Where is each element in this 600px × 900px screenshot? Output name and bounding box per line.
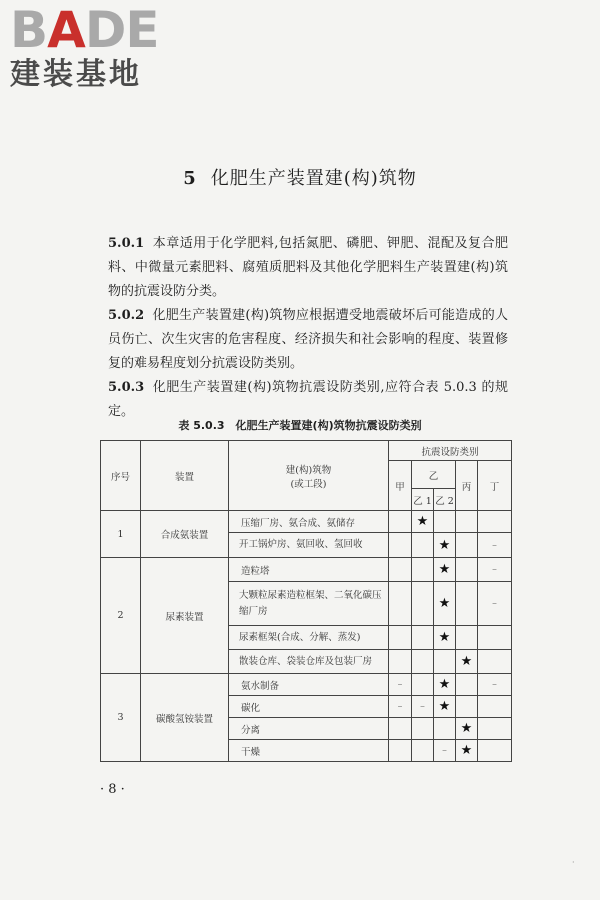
category-cell: – [389, 696, 412, 718]
category-cell: – [478, 558, 512, 582]
header-yi1: 乙 1 [412, 489, 434, 511]
chapter-title-text: 化肥生产装置建(构)筑物 [210, 168, 417, 189]
category-cell [478, 696, 512, 718]
category-cell [389, 511, 412, 533]
group-seq: 1 [101, 511, 141, 558]
category-star-mark: ★ [412, 511, 434, 533]
category-cell [389, 582, 412, 626]
category-cell [434, 650, 456, 674]
category-cell [478, 740, 512, 762]
category-cell [434, 511, 456, 533]
header-yi: 乙 [412, 461, 456, 489]
header-bing: 丙 [456, 461, 478, 511]
chapter-number: 5 [183, 168, 197, 189]
category-star-mark: ★ [434, 533, 456, 558]
group-seq: 3 [101, 674, 141, 762]
table-row [101, 674, 512, 696]
category-cell [389, 718, 412, 740]
category-star-mark: ★ [434, 558, 456, 582]
logo-subtitle: 建装基地 [10, 57, 142, 92]
clause-number: 5.0.1 [108, 236, 145, 251]
category-star-mark: ★ [456, 650, 478, 674]
category-cell: – [478, 533, 512, 558]
header-building [229, 441, 389, 511]
facility-cell: 碳化 [229, 696, 389, 718]
facility-cell: 造粒塔 [229, 558, 389, 582]
category-cell [456, 674, 478, 696]
header-device: 装置 [141, 441, 229, 511]
page-number: · 8 · [100, 782, 125, 797]
category-cell: – [389, 674, 412, 696]
clauses [108, 232, 508, 424]
group-seq: 2 [101, 558, 141, 674]
category-cell: – [478, 582, 512, 626]
category-cell [456, 533, 478, 558]
clause-number: 5.0.2 [108, 308, 145, 323]
category-cell [412, 626, 434, 650]
facility-cell: 氨水制备 [229, 674, 389, 696]
category-cell [456, 626, 478, 650]
logo-wordmark: BADE [10, 1, 159, 59]
category-cell [412, 533, 434, 558]
category-star-mark: ★ [456, 718, 478, 740]
facility-cell: 散装仓库、袋装仓库及包装厂房 [229, 650, 389, 674]
table-caption: 表 5.0.3 化肥生产装置建(构)筑物抗震设防类别 [178, 419, 422, 432]
category-star-mark: ★ [434, 674, 456, 696]
facility-cell: 分离 [229, 718, 389, 740]
chapter-title [0, 164, 600, 190]
clause-text: 本章适用于化学肥料,包括氮肥、磷肥、钾肥、混配及复合肥料、中微量元素肥料、腐殖质肥料及其他化学肥料生产装置建(构)筑物的抗震设防分类。 [108, 236, 508, 299]
logo [10, 1, 180, 92]
category-cell: – [478, 674, 512, 696]
clause-text: 化肥生产装置建(构)筑物抗震设防类别,应符合表 5.0.3 的规定。 [108, 380, 508, 419]
clause-number: 5.0.3 [108, 380, 145, 395]
clause [108, 304, 508, 376]
category-star-mark: ★ [434, 696, 456, 718]
category-cell [478, 511, 512, 533]
category-cell [478, 626, 512, 650]
seismic-category-table [100, 440, 512, 762]
category-cell [456, 558, 478, 582]
header-building-label: 建(构)筑物 [285, 464, 332, 476]
category-cell [412, 674, 434, 696]
category-cell [389, 650, 412, 674]
table-row [101, 511, 512, 533]
category-cell [478, 718, 512, 740]
group-device: 尿素装置 [141, 558, 229, 674]
category-cell: – [434, 740, 456, 762]
category-cell [389, 533, 412, 558]
group-device: 碳酸氢铵装置 [141, 674, 229, 762]
header-category: 抗震设防类别 [389, 441, 512, 461]
facility-cell: 干燥 [229, 740, 389, 762]
header-building-sub: (或工段) [290, 478, 327, 490]
category-cell [456, 511, 478, 533]
category-cell [412, 650, 434, 674]
group-device: 合成氨装置 [141, 511, 229, 558]
header-seq: 序号 [101, 441, 141, 511]
category-cell [456, 696, 478, 718]
clause [108, 232, 508, 304]
category-cell [389, 740, 412, 762]
scan-dot: · [572, 858, 575, 867]
category-cell [412, 718, 434, 740]
category-cell [478, 650, 512, 674]
category-star-mark: ★ [434, 582, 456, 626]
header-yi2: 乙 2 [434, 489, 456, 511]
table-row [101, 558, 512, 582]
facility-cell: 压缩厂房、氨合成、氨储存 [229, 511, 389, 533]
facility-cell: 开工锅炉房、氨回收、氢回收 [229, 533, 389, 558]
category-cell [412, 582, 434, 626]
category-star-mark: ★ [434, 626, 456, 650]
category-cell [434, 718, 456, 740]
category-cell [412, 558, 434, 582]
category-cell [456, 582, 478, 626]
header-jia: 甲 [389, 461, 412, 511]
facility-cell: 尿素框架(合成、分解、蒸发) [229, 626, 389, 650]
category-cell: – [412, 696, 434, 718]
facility-cell: 大颗粒尿素造粒框架、二氧化碳压缩厂房 [229, 582, 389, 626]
header-ding: 丁 [478, 461, 512, 511]
category-star-mark: ★ [456, 740, 478, 762]
category-cell [412, 740, 434, 762]
category-cell [389, 626, 412, 650]
category-cell [389, 558, 412, 582]
clause-text: 化肥生产装置建(构)筑物应根据遭受地震破坏后可能造成的人员伤亡、次生灾害的危害程度、经济损失和社会影响的程度、装置修复的难易程度划分抗震设防类别。 [108, 308, 508, 371]
